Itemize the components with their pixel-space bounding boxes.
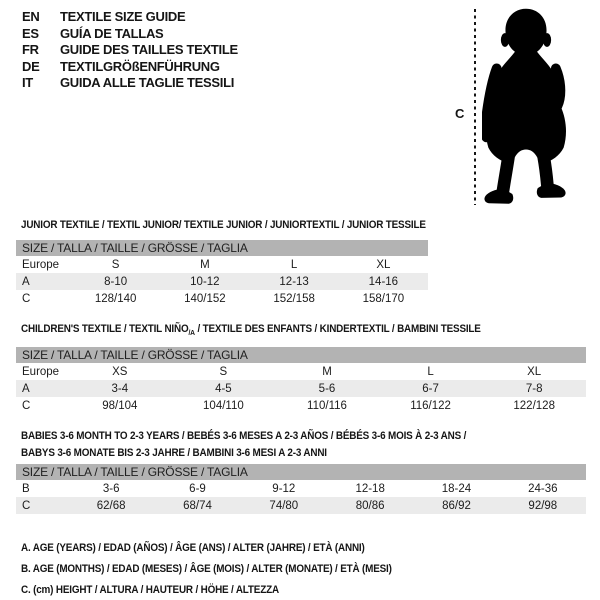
size-cell: L <box>427 365 434 378</box>
language-row-it <box>22 75 238 92</box>
language-label: GUÍA DE TALLAS <box>60 25 164 41</box>
size-cell: 122/128 <box>513 399 555 412</box>
table-row-a <box>16 273 428 290</box>
size-cell: 6-7 <box>379 380 483 397</box>
size-cell: 128/140 <box>94 292 137 305</box>
size-cell: 74/80 <box>241 497 327 514</box>
size-cell: XS <box>112 365 128 378</box>
row-label: Europe <box>22 258 60 271</box>
size-cell: 86/92 <box>413 497 499 514</box>
language-code: EN <box>22 9 40 24</box>
size-cell: 7-8 <box>482 380 586 397</box>
row-label: A <box>16 380 68 397</box>
baby-silhouette-icon <box>482 5 570 209</box>
children-title-post: / TEXTILE DES ENFANTS / KINDERTEXTIL / BAMBINI TESSILE <box>194 323 481 335</box>
size-cell: XL <box>376 258 391 271</box>
children-title-sub: /A <box>188 328 195 338</box>
size-cell: 80/86 <box>327 497 413 514</box>
size-header-label: SIZE / TALLA / TAILLE / GRÖSSE / TAGLIA <box>16 347 586 363</box>
size-header-bar <box>16 347 586 363</box>
table-row-c <box>16 497 586 514</box>
language-row-fr <box>22 42 238 59</box>
size-cell: S <box>219 365 228 378</box>
language-code: DE <box>22 58 40 74</box>
size-cell: 110/116 <box>307 399 347 412</box>
size-cell: M <box>322 365 332 378</box>
row-label: A <box>16 273 71 290</box>
size-cell: 5-6 <box>275 380 379 397</box>
size-cell: M <box>200 258 210 271</box>
size-cell: 18-24 <box>441 482 472 495</box>
footnote-a: A. AGE (YEARS) / EDAD (AÑOS) / ÂGE (ANS) / ALTER (JAHRE) / ETÀ (ANNI) <box>21 542 365 554</box>
size-cell: S <box>111 258 120 271</box>
size-cell: 116/122 <box>410 399 451 412</box>
size-cell: 6-9 <box>189 482 206 495</box>
junior-table-title: JUNIOR TEXTILE / TEXTIL JUNIOR/ TEXTILE JUNIOR / JUNIORTEXTIL / JUNIOR TESSILE <box>21 219 426 231</box>
size-cell: L <box>290 258 298 271</box>
language-label: TEXTILGRÖßENFÜHRUNG <box>60 58 220 74</box>
row-label: Europe <box>22 365 60 378</box>
size-cell: 104/110 <box>203 399 244 412</box>
size-cell: 3-4 <box>68 380 172 397</box>
language-legend <box>22 9 238 92</box>
babies-title-line2: BABYS 3-6 MONATE BIS 2-3 JAHRE / BAMBINI 3-6 MESI A 2-3 ANNI <box>21 447 327 459</box>
size-cell: XL <box>527 365 542 378</box>
row-label: C <box>22 399 31 412</box>
size-header-bar <box>16 240 428 256</box>
size-cell: 8-10 <box>71 273 160 290</box>
size-cell: 98/104 <box>102 399 138 412</box>
row-label: B <box>22 482 30 495</box>
size-cell: 14-16 <box>339 273 428 290</box>
measure-label-c: C <box>455 106 465 121</box>
language-row-en <box>22 9 238 26</box>
size-cell: 62/68 <box>68 497 154 514</box>
language-code: IT <box>22 75 33 91</box>
footnotes <box>21 538 392 600</box>
language-label: TEXTILE SIZE GUIDE <box>60 9 186 24</box>
babies-table-title <box>21 428 466 462</box>
children-table-title <box>21 321 481 341</box>
size-cell: 3-6 <box>102 482 120 495</box>
table-row-b <box>16 480 586 497</box>
size-cell: 10-12 <box>160 273 249 290</box>
language-code: FR <box>22 42 39 58</box>
language-row-de <box>22 59 238 76</box>
size-header-bar <box>16 464 586 480</box>
language-label: GUIDE DES TAILLES TEXTILE <box>60 42 238 58</box>
language-label: GUIDA ALLE TAGLIE TESSILI <box>60 75 235 91</box>
table-row-c <box>16 290 428 307</box>
size-cell: 12-13 <box>250 273 339 290</box>
size-cell: 4-5 <box>172 380 276 397</box>
size-cell: 24-36 <box>528 482 558 495</box>
language-row-es <box>22 26 238 43</box>
size-cell: 152/158 <box>273 292 315 305</box>
babies-title-line1: BABIES 3-6 MONTH TO 2-3 YEARS / BEBÉS 3-6 MESES A 2-3 AÑOS / BÉBÉS 3-6 MOIS À 2-3 ANS / <box>21 430 467 442</box>
children-title-pre: CHILDREN'S TEXTILE / TEXTIL NIÑO <box>21 323 189 335</box>
babies-size-table <box>16 464 586 514</box>
size-cell: 9-12 <box>272 482 296 495</box>
row-label: C <box>16 497 68 514</box>
size-cell: 140/152 <box>184 292 226 305</box>
children-size-table <box>16 347 586 414</box>
table-row-europe <box>16 363 586 380</box>
size-header-label: SIZE / TALLA / TAILLE / GRÖSSE / TAGLIA <box>16 240 428 256</box>
footnote-b: B. AGE (MONTHS) / EDAD (MESES) / ÂGE (MOIS) / ALTER (MONATE) / ETÀ (MESI) <box>21 563 392 575</box>
size-cell: 92/98 <box>500 497 586 514</box>
row-label: C <box>22 292 31 305</box>
size-header-label: SIZE / TALLA / TAILLE / GRÖSSE / TAGLIA <box>16 464 586 480</box>
size-cell: 12-18 <box>355 482 385 495</box>
size-cell: 158/170 <box>362 292 405 305</box>
table-row-a <box>16 380 586 397</box>
height-measure-dashed-line <box>474 9 476 205</box>
table-row-europe <box>16 256 428 273</box>
junior-size-table <box>16 240 428 307</box>
table-row-c <box>16 397 586 414</box>
language-code: ES <box>22 25 39 41</box>
footnote-c: C. (cm) HEIGHT / ALTURA / HAUTEUR / HÖHE / ALTEZZA <box>21 584 279 596</box>
size-cell: 68/74 <box>154 497 240 514</box>
